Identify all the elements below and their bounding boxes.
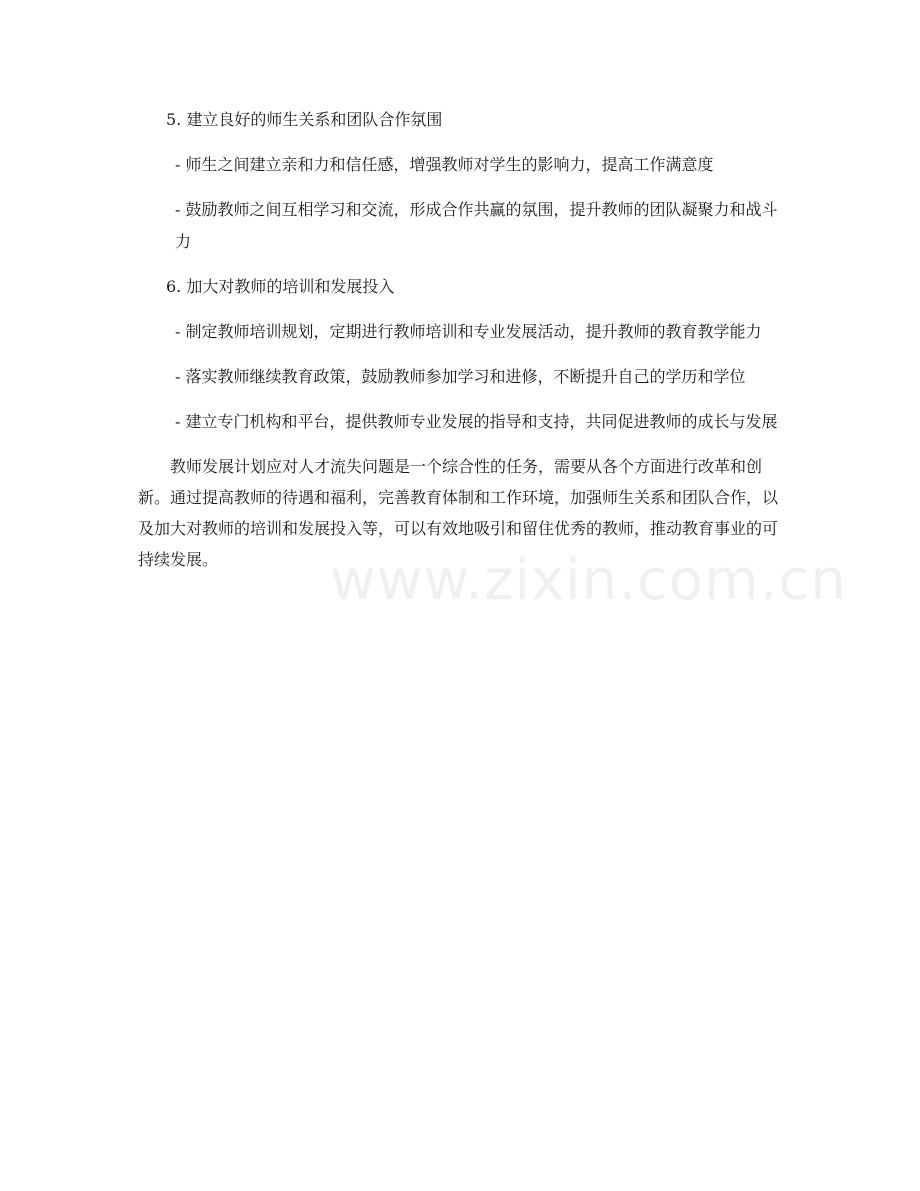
bullet-text: - 落实教师继续教育政策，鼓励教师参加学习和进修，不断提升自己的学历和学位: [175, 367, 746, 386]
section-5-bullet-2: [138, 194, 788, 258]
section-6-bullet-3: [138, 406, 788, 438]
section-6-bullet-2: [138, 361, 788, 393]
watermark: www.zixin.com.cn: [330, 548, 847, 613]
bullet-text: - 建立专门机构和平台，提供教师专业发展的指导和支持，共同促进教师的成长与发展: [175, 412, 778, 431]
document-body: [138, 104, 788, 575]
bullet-text: - 鼓励教师之间互相学习和交流，形成合作共赢的氛围，提升教师的团队凝聚力和战斗力: [175, 200, 778, 251]
bullet-text: - 制定教师培训规划，定期进行教师培训和专业发展活动，提升教师的教育教学能力: [175, 322, 762, 341]
summary-paragraph: 教师发展计划应对人才流失问题是一个综合性的任务，需要从各个方面进行改革和创新。通过提高教师的待遇和福利，完善教育体制和工作环境，加强师生关系和团队合作，以及加大对教师的培训和发展投入等，可以有效地吸引和留住优秀的教师，推动教育事业的可持续发展。: [138, 457, 779, 569]
section-6-heading: 6. 加大对教师的培训和发展投入: [166, 277, 395, 296]
section-5-heading: 5. 建立良好的师生关系和团队合作氛围: [166, 110, 443, 129]
section-5-bullet-1: [138, 149, 788, 181]
bullet-text: - 师生之间建立亲和力和信任感，增强教师对学生的影响力，提高工作满意度: [175, 155, 714, 174]
section-6-bullet-1: [138, 316, 788, 348]
